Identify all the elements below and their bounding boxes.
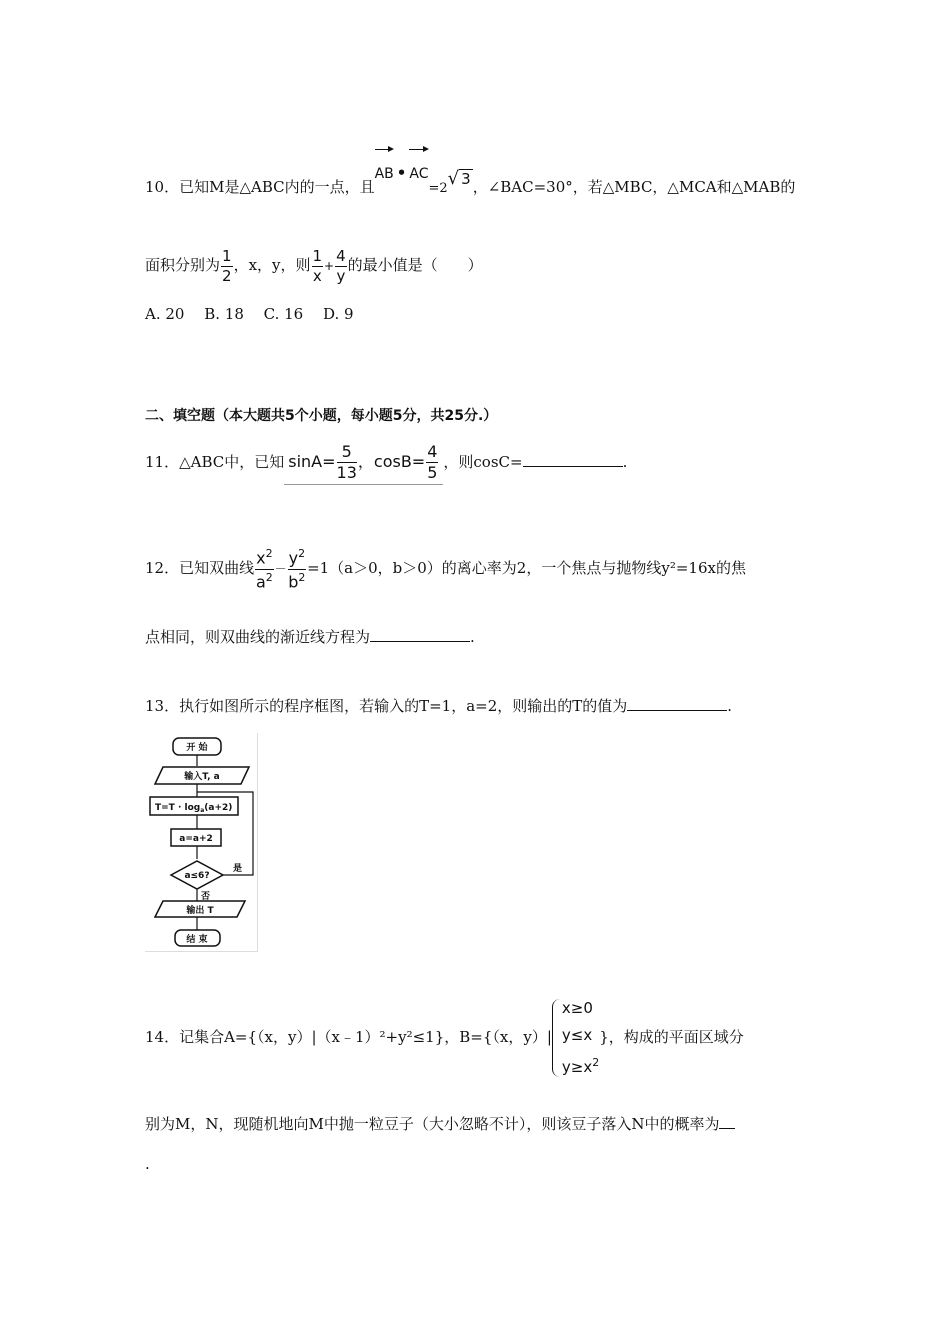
q12-text1: 已知双曲线	[179, 559, 255, 577]
q13-line	[145, 695, 732, 717]
fraction-one-half	[221, 246, 233, 285]
flow-yes-label: 是	[233, 864, 243, 874]
q10-eq: =2	[428, 181, 448, 196]
f2-denominator: y	[336, 266, 346, 285]
q10-line2-post: 的最小值是（ ）	[347, 256, 483, 274]
q10-line2-pre: 面积分别为	[145, 256, 221, 274]
flow-assign-t-label: $T=T \cdot \log_a(a+2)$	[155, 803, 233, 814]
flow-condition-label: a≤6?	[184, 871, 210, 881]
sin-numerator: 5	[337, 444, 357, 463]
q12-number: 12．	[145, 559, 180, 577]
q11-given-values	[284, 440, 443, 485]
f2-numerator: 4	[336, 246, 346, 265]
q12-line1	[145, 540, 746, 596]
q10-number: 10．	[145, 178, 180, 196]
q10-line2	[145, 242, 483, 288]
plus-sign: +	[324, 259, 335, 273]
program-flowchart	[145, 733, 258, 952]
sin-denominator: 13	[336, 463, 357, 482]
answer-blank[interactable]	[627, 696, 727, 711]
sin-fraction	[337, 444, 357, 481]
sin-label: sinA=	[288, 452, 336, 471]
q14-line2	[145, 1113, 735, 1135]
q10-text1: 已知M是△ABC内的一点，且	[179, 178, 375, 196]
fraction-x2-over-a2	[255, 548, 273, 590]
flow-input-label: 输入T, a	[184, 772, 220, 782]
vector-ab: AB	[375, 146, 394, 194]
q14-line1	[145, 995, 744, 1079]
q11-end: .	[622, 453, 628, 471]
vector-ac: AC	[409, 146, 428, 194]
q10-line1	[145, 160, 795, 200]
dot-operator: •	[396, 164, 407, 182]
flow-output-label: 输出 T	[186, 906, 214, 916]
b2-denominator: $b^2$	[288, 570, 306, 591]
q10-options: A. 20 B. 18 C. 16 D. 9	[145, 305, 354, 323]
sqrt-expression	[448, 170, 473, 188]
ineq-1: x≥0	[561, 999, 593, 1017]
half-denominator: 2	[222, 266, 232, 285]
a2-denominator: $a^2$	[255, 570, 273, 591]
q12-line2	[145, 626, 475, 648]
x2-numerator: $x^2$	[256, 547, 273, 568]
answer-blank[interactable]	[370, 627, 470, 642]
inequality-system	[552, 995, 599, 1081]
q14-text2: }，构成的平面区域分	[599, 1028, 744, 1046]
q13-text: 执行如图所示的程序框图，若输入的T=1，a=2，则输出的T的值为	[179, 697, 628, 715]
flow-assign-a-label: a=a+2	[179, 834, 213, 844]
cos-denominator: 5	[427, 463, 438, 482]
q13-number: 13．	[145, 697, 180, 715]
minus-sign: －	[274, 562, 287, 576]
q10-text2: ，∠BAC=30°，若△MBC，△MCA和△MAB的	[472, 178, 796, 196]
q11-text1: △ABC中，已知	[179, 453, 285, 471]
fraction-y2-over-b2	[288, 548, 306, 590]
q14-end: .	[145, 1155, 150, 1173]
flow-no-label: 否	[201, 892, 211, 902]
q11-number: 11．	[145, 453, 180, 471]
cos-fraction	[426, 444, 438, 481]
y2-numerator: $y^2$	[288, 547, 306, 568]
ineq-3: $y\ge x^2$	[561, 1056, 600, 1076]
brace-icon	[552, 999, 561, 1077]
flow-start-label: 开 始	[186, 743, 208, 753]
answer-blank[interactable]	[523, 452, 623, 467]
fraction-one-over-x	[312, 246, 324, 285]
cos-numerator: 4	[427, 442, 438, 461]
q14-line2-text: 别为M，N，现随机地向M中抛一粒豆子（大小忽略不计），则该豆子落入N中的概率为	[145, 1115, 720, 1133]
q14-number: 14．	[145, 1028, 180, 1046]
ineq-2: y≤x	[561, 1026, 593, 1044]
half-numerator: 1	[222, 246, 232, 265]
sqrt-icon: √	[447, 168, 460, 189]
f1-denominator: x	[312, 266, 322, 285]
q12-text2: =1（a＞0，b＞0）的离心率为2，一个焦点与抛物线y²=16x的焦	[307, 559, 746, 577]
q11-text2: ，则cosC=	[443, 453, 523, 471]
q12-line2-text: 点相同，则双曲线的渐近线方程为	[145, 628, 371, 646]
q13-end: .	[727, 697, 733, 715]
answer-blank[interactable]	[719, 1114, 735, 1129]
q11-line	[145, 440, 627, 484]
section-heading: 二、填空题（本大题共5个小题，每小题5分，共25分.）	[145, 408, 498, 424]
cos-label: cosB=	[373, 452, 426, 471]
flow-end-label: 结 束	[186, 935, 208, 945]
vector-ab-dot-ac	[375, 164, 429, 182]
q11-comma: ，	[357, 452, 374, 471]
sqrt-value: 3	[461, 170, 471, 188]
q12-end: .	[470, 628, 475, 646]
q10-line2-mid: ，x，y，则	[233, 256, 311, 274]
fraction-four-over-y	[335, 246, 347, 285]
q14-text1: 记集合A={（x，y）|（x﹣1）²+y²≤1}，B={（x，y）|	[179, 1028, 552, 1046]
f1-numerator: 1	[312, 246, 323, 265]
